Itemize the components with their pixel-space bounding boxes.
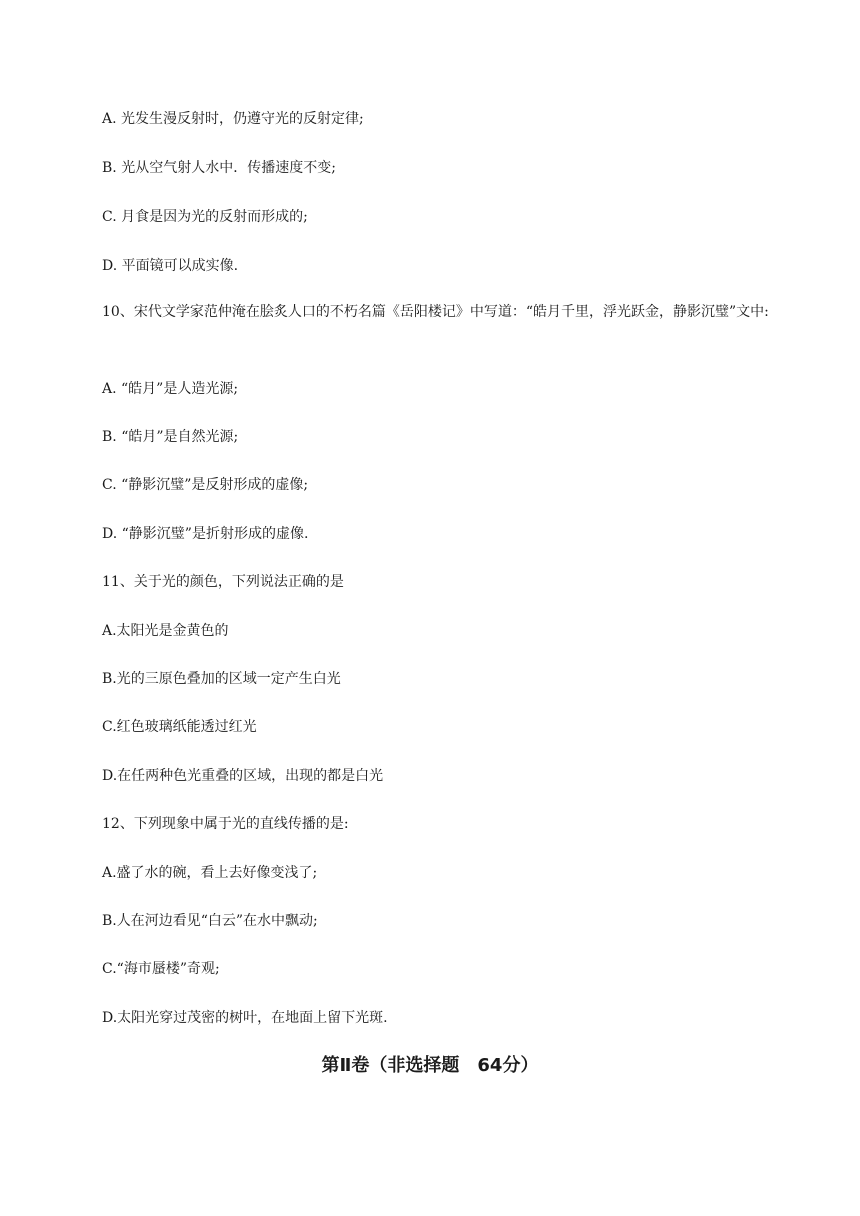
q12-stem: 12、下列现象中属于光的直线传播的是: [102,816,349,832]
q9-option-a: A. 光发生漫反射时，仍遵守光的反射定律; [102,111,364,127]
q10-option-d: D. “静影沉璧”是折射形成的虚像. [102,526,309,542]
q11-option-b: B.光的三原色叠加的区域一定产生白光 [102,671,341,687]
q9-option-c: C. 月食是因为光的反射而形成的; [102,209,308,225]
section-title: 第Ⅱ卷（非选择题 64分） [321,1055,539,1076]
q11-option-d: D.在任两种色光重叠的区域，出现的都是白光 [102,768,384,784]
q12-option-b: B.人在河边看见“白云”在水中飘动; [102,913,318,929]
q11-stem: 11、关于光的颜色，下列说法正确的是 [102,574,344,590]
q12-option-c: C.“海市蜃楼”奇观; [102,961,220,977]
q12-option-d: D.太阳光穿过茂密的树叶，在地面上留下光斑. [102,1010,388,1026]
q9-option-b: B. 光从空气射人水中．传播速度不变; [102,160,336,176]
q12-option-a: A.盛了水的碗，看上去好像变浅了; [102,865,318,881]
q10-option-b: B. “皓月”是自然光源; [102,429,239,445]
q11-option-c: C.红色玻璃纸能透过红光 [102,719,257,735]
q10-stem: 10、宋代文学家范仲淹在脍炙人口的不朽名篇《岳阳楼记》中写道：“皓月千里，浮光跃金，静影沉璧”文中: [102,304,769,320]
q11-option-a: A.太阳光是金黄色的 [102,623,229,639]
q9-option-d: D. 平面镜可以成实像. [102,258,239,274]
q10-option-c: C. “静影沉璧”是反射形成的虚像; [102,477,309,493]
q10-option-a: A. “皓月”是人造光源; [102,381,239,397]
